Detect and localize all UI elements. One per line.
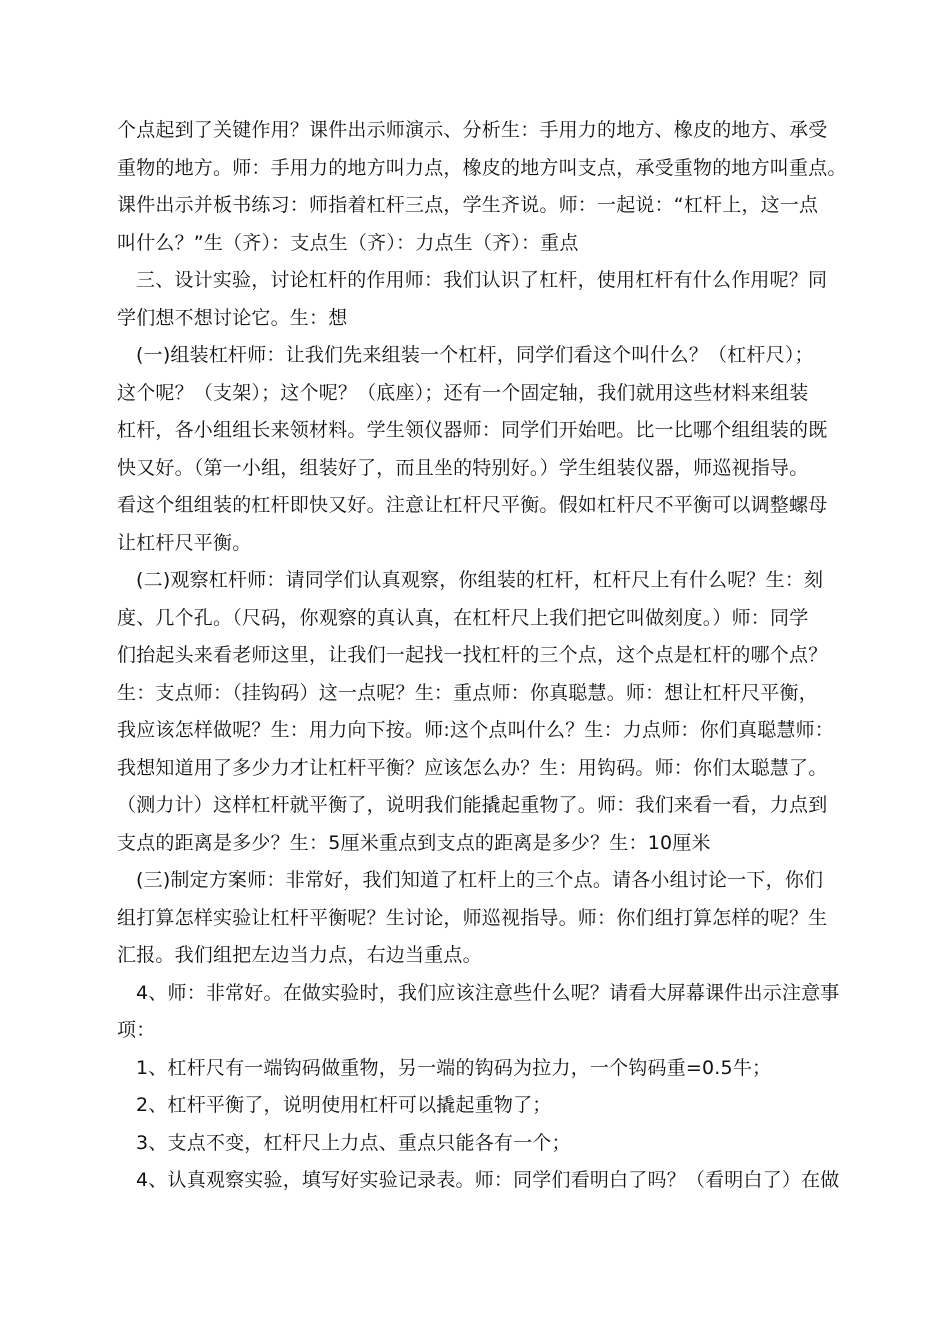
- text-line: 学们想不想讨论它。生：想: [117, 306, 348, 329]
- list-item: 3、支点不变，杠杆尺上力点、重点只能各有一个；: [136, 1131, 571, 1154]
- document-body: [117, 112, 847, 1200]
- text-line: 让杠杆尺平衡。: [117, 531, 252, 554]
- paragraph-first-line: 三、设计实验，讨论杠杆的作用师：我们认识了杠杆，使用杠杆有什么作用呢？同: [136, 269, 828, 291]
- list-item: 2、杠杆平衡了，说明使用杠杆可以撬起重物了；: [136, 1094, 552, 1116]
- paragraph-first-line: (二)观察杠杆师：请同学们认真观察，你组装的杠杆，杠杆尺上有什么呢？生：刻: [136, 569, 824, 591]
- text-line: 们抬起头来看老师这里，让我们一起找一找杠杆的三个点，这个点是杠杆的哪个点？: [117, 644, 828, 666]
- text-line: 这个呢？（支架）；这个呢？（底座）；还有一个固定轴，我们就用这些材料来组装: [117, 381, 809, 404]
- text-line: （测力计）这样杠杆就平衡了，说明我们能撬起重物了。师：我们来看一看，力点到: [117, 794, 828, 816]
- text-line: 项：: [117, 1019, 156, 1041]
- text-line: 我想知道用了多少力才让杠杆平衡？应该怎么办？生：用钩码。师：你们太聪慧了。: [117, 756, 828, 779]
- list-item: 1、杠杆尺有一端钩码做重物，另一端的钩码为拉力，一个钩码重=0.5牛；: [136, 1056, 772, 1079]
- text-line: 快又好。（第一小组，组装好了，而且坐的特别好。）学生组装仪器，师巡视指导。: [117, 456, 809, 479]
- text-line: 汇报。我们组把左边当力点，右边当重点。: [117, 944, 482, 966]
- text-line: 个点起到了关键作用？课件出示师演示、分析生：手用力的地方、橡皮的地方、承受: [117, 119, 828, 141]
- text-line: 看这个组组装的杠杆即快又好。注意让杠杆尺平衡。假如杠杆尺不平衡可以调整螺母: [117, 494, 828, 516]
- text-line: 生：支点师：（挂钩码）这一点呢？生：重点师：你真聪慧。师：想让杠杆尺平衡，: [117, 681, 818, 704]
- list-item: 4、认真观察实验，填写好实验记录表。师：同学们看明白了吗？（看明白了）在做: [136, 1169, 840, 1191]
- text-line: 杠杆，各小组组长来领材料。学生领仪器师：同学们开始吧。比一比哪个组组装的既: [117, 419, 828, 441]
- text-line: 我应该怎样做呢？生：用力向下按。师:这个点叫什么？生：力点师：你们真聪慧师：: [117, 719, 835, 741]
- paragraph-first-line: (三)制定方案师：非常好，我们知道了杠杆上的三个点。请各小组讨论一下，你们: [136, 869, 824, 891]
- text-line: 叫什么？”生（齐）：支点生（齐）：力点生（齐）：重点: [117, 231, 579, 254]
- text-line: 组打算怎样实验让杠杆平衡呢？生讨论，师巡视指导。师：你们组打算怎样的呢？生: [117, 906, 828, 929]
- text-line: 重物的地方。师：手用力的地方叫力点，橡皮的地方叫支点，承受重物的地方叫重点。: [117, 156, 847, 179]
- text-line: 支点的距离是多少？生：5厘米重点到支点的距离是多少？生：10厘米: [117, 831, 711, 854]
- paragraph-first-line: (一)组装杠杆师：让我们先来组装一个杠杆，同学们看这个叫什么？（杠杆尺）；: [136, 344, 814, 366]
- text-line: 课件出示并板书练习：师指着杠杆三点，学生齐说。师：一起说：“杠杆上，这一点: [117, 194, 819, 216]
- text-line: 度、几个孔。（尺码，你观察的真认真，在杠杆尺上我们把它叫做刻度。）师：同学: [117, 606, 809, 629]
- paragraph-first-line: 4、师：非常好。在做实验时，我们应该注意些什么呢？请看大屏幕课件出示注意事: [136, 981, 840, 1004]
